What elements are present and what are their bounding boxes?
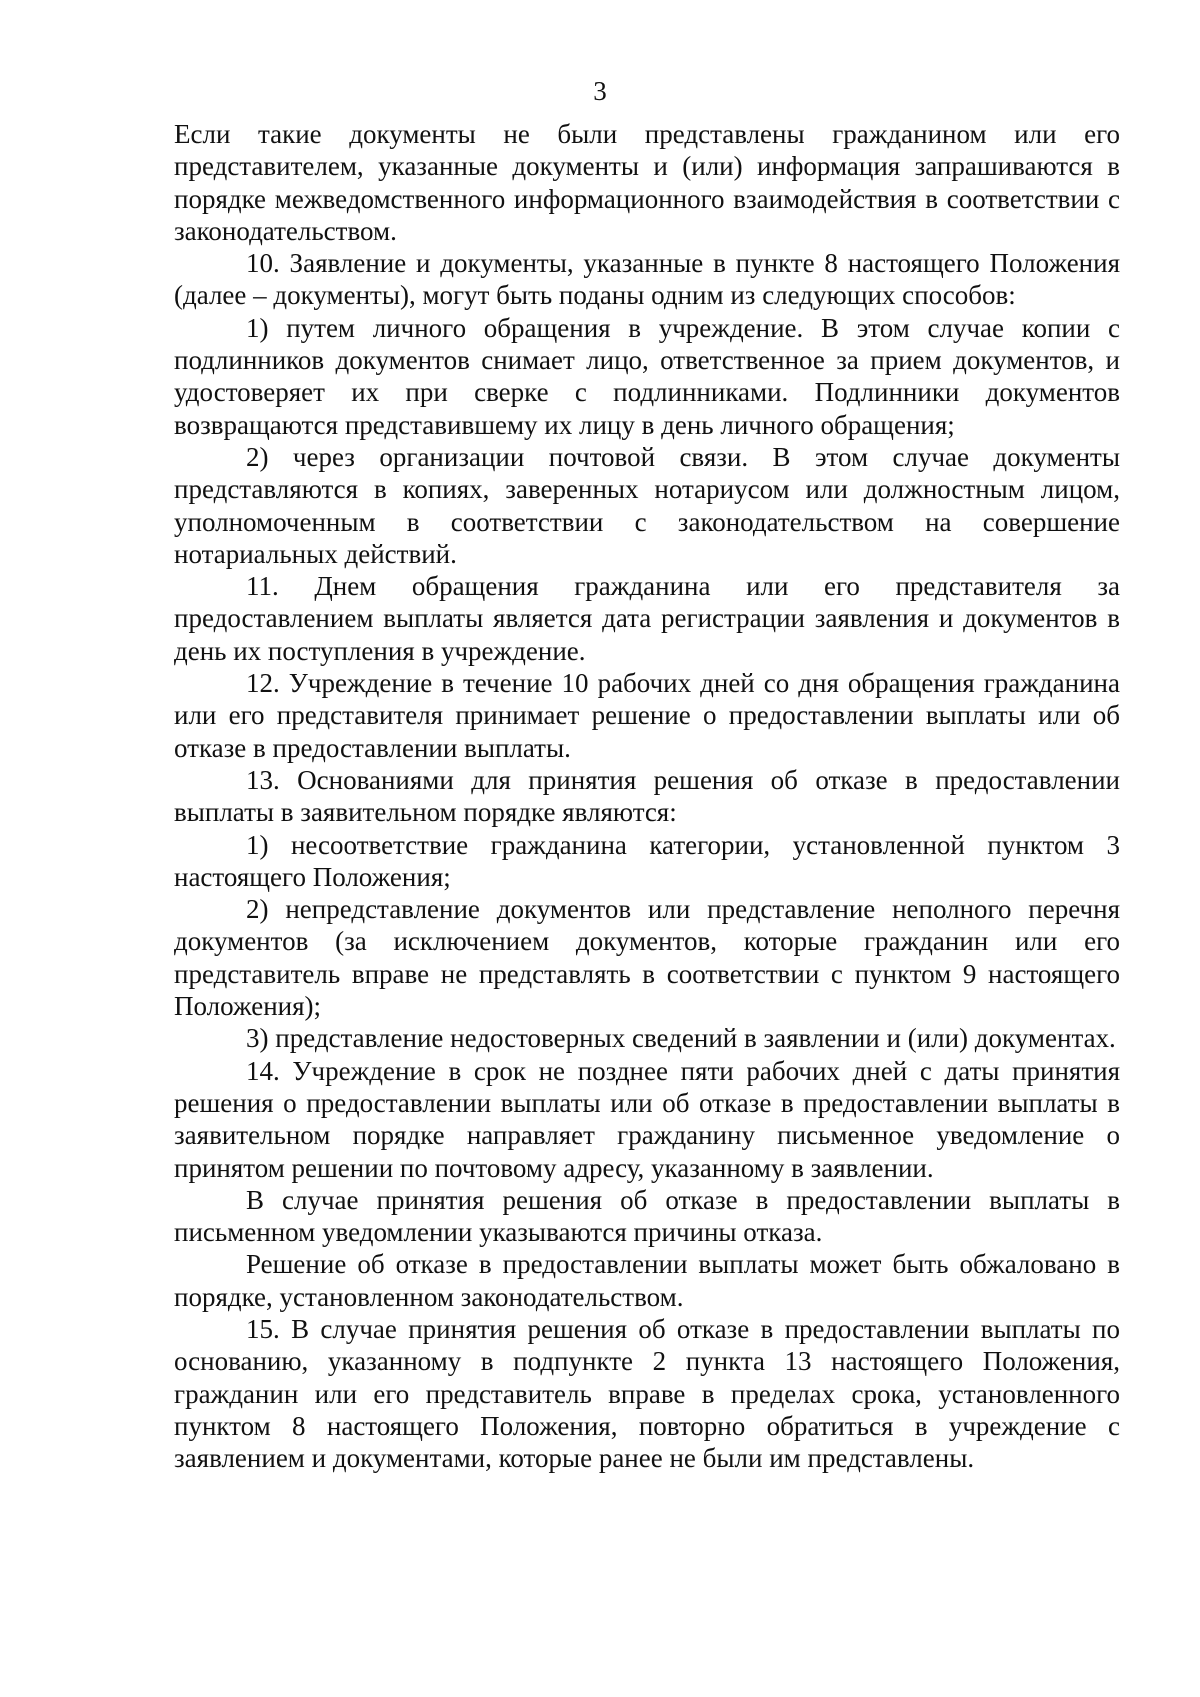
paragraph-item-13: 13. Основаниями для принятия решения об отказе в предоставлении выплаты в заявительном порядке являются: (174, 764, 1120, 828)
paragraph-item-10: 10. Заявление и документы, указанные в пункте 8 настоящего Положения (далее – документы), могут быть поданы одним из следующих способов: (174, 248, 1120, 311)
paragraph-appeal: Решение об отказе в предоставлении выплаты может быть обжаловано в порядке, установленном законодательством. (174, 1249, 1120, 1312)
paragraph-documents-request: Если такие документы не были представлены гражданином или его представителем, указанные документы и (или) информация запрашиваются в порядке межведомственного информационного взаимодействия в соответствии с законодательством. (174, 119, 1120, 246)
paragraph-item-13-2: 2) непредставление документов или представление неполного перечня документов (за исключением документов, которые гражданин или его представитель вправе не представлять в соответствии с пунктом 9 настоящего Положения); (174, 894, 1120, 1022)
paragraph-item-11: 11. Днем обращения гражданина или его представителя за предоставлением выплаты является дата регистрации заявления и документов в день их поступления в учреждение. (174, 571, 1120, 666)
paragraph-item-14: 14. Учреждение в срок не позднее пяти рабочих дней с даты принятия решения о предоставлении выплаты или об отказе в предоставлении выплаты в заявительном порядке направляет гражданину письменное уведомление о принятом решении по почтовому адресу, указанному в заявлении. (174, 1055, 1120, 1183)
paragraph-item-10-1: 1) путем личного обращения в учреждение. В этом случае копии с подлинников документов снимает лицо, ответственное за прием документов, и удостоверяет их при сверке с подлинниками. Подлинники документов возвращаются представившему их лицу в день личного обращения; (174, 312, 1120, 440)
page-number: 3 (593, 76, 607, 106)
paragraph-item-12: 12. Учреждение в течение 10 рабочих дней со дня обращения гражданина или его представителя принимает решение о предоставлении выплаты или об отказе в предоставлении выплаты. (174, 668, 1120, 763)
paragraph-item-15: 15. В случае принятия решения об отказе в предоставлении выплаты по основанию, указанному в подпункте 2 пункта 13 настоящего Положения, гражданин или его представитель вправе в пределах срока, установленного пунктом 8 настоящего Положения, повторно обратиться в учреждение с заявлением и документами, которые ранее не были им представлены. (174, 1313, 1120, 1474)
paragraph-item-13-3: 3) представление недостоверных сведений в заявлении и (или) документах. (246, 1023, 1116, 1054)
paragraph-item-10-2: 2) через организации почтовой связи. В этом случае документы представляются в копиях, заверенных нотариусом или должностным лицом, уполномоченным в соответствии с законодательством на совершение нотариальных действий. (174, 441, 1120, 569)
paragraph-item-13-1: 1) несоответствие гражданина категории, установленной пунктом 3 настоящего Положения; (174, 829, 1120, 892)
paragraph-refusal-reasons: В случае принятия решения об отказе в предоставлении выплаты в письменном уведомлении указываются причины отказа. (174, 1184, 1120, 1248)
document-body (174, 118, 1120, 1474)
